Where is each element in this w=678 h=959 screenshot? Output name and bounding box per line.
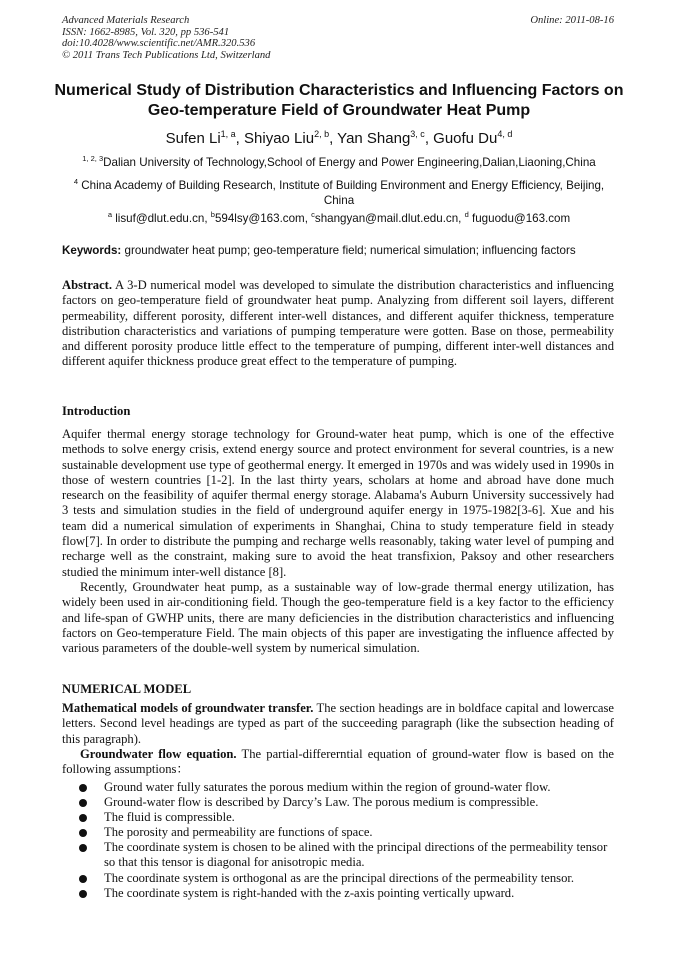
list-item-text: The coordinate system is orthogonal as are the principal directions of the permeability tensor.: [104, 870, 575, 885]
issn-line: ISSN: 1662-8985, Vol. 320, pp 536-541: [62, 26, 230, 38]
email-superscript: b: [210, 210, 215, 219]
paper-title: Numerical Study of Distribution Characteristics and Influencing Factors on Geo-temperature Field of Groundwater Heat Pump: [54, 82, 624, 119]
introduction-paragraph-2: Recently, Groundwater heat pump, as a sustainable way of low-grade thermal energy utilization, has widely been used in air-conditioning field. Though the geo-temperature field is a key factor to the efficiency and life-span of GWHP units, there are many deficiencies in the distribution characteristics and influencing factors on Geo-temperature Field. The main objects of this paper are investigating the influence affected by various parameters of the double-well system by numerical simulation.: [62, 579, 614, 656]
bullet-icon: [79, 829, 87, 837]
list-item-text: Ground-water flow is described by Darcy’s Law. The porous medium is compressible.: [104, 795, 539, 810]
affiliation-1: [40, 152, 638, 170]
email-superscript: a: [107, 210, 112, 219]
list-item: [62, 886, 618, 901]
bullet-icon: [79, 890, 87, 898]
subsection-text: The partial-differerntial equation of ground-water flow is based on the following assumptions：: [62, 746, 614, 777]
list-item-text: Ground water fully saturates the porous medium within the region of ground-water flow.: [104, 780, 551, 794]
email-address[interactable]: 594lsy@163.com,: [214, 211, 312, 225]
list-item-text: The fluid is compressible.: [104, 810, 235, 825]
abstract-text: A 3-D numerical model was developed to simulate the distribution characteristics and influencing factors on geo-temperature field of groundwater heat pump. Analyzing from different soil layers, different permeability, different porosity, different inter-well distances, and different aquifer thickness, temperature distribution characteristics and variations of pumping temperature were gotten. Base on those, permeability and different porosity produce little effect to the temperature of pumping, different inter-well distances and different aquifer thickness produce great effect to the temperature of pumping.: [62, 278, 614, 369]
author-name: Shiyao Liu: [244, 130, 315, 147]
affiliation-text: China Academy of Building Research, Institute of Building Environment and Energy Efficiency, Beijing, China: [81, 178, 605, 207]
numerical-model-body: [62, 701, 614, 777]
keywords-label: Keywords:: [62, 244, 122, 257]
author-superscript: 3, c: [410, 129, 425, 139]
list-item: [62, 840, 618, 870]
bullet-icon: [79, 875, 87, 883]
affiliation-superscript: 1, 2, 3: [82, 154, 104, 163]
keywords: [62, 244, 618, 258]
affiliation-2: [62, 174, 616, 208]
email-superscript: d: [464, 210, 469, 219]
affiliation-text: Dalian University of Technology,School of Energy and Power Engineering,Dalian,Liaoning,China: [103, 155, 596, 169]
author-list: Sufen Li$^{1, a}$, Shiyao Liu$^{2, b}$, Yan Shang$^{3, c}$, Guofu Du$^{4, d}$: [165, 129, 513, 147]
subsection-text: The section headings are in boldface capital and lowercase letters. Second level headings are typed as part of the succeeding paragraph (like the subsection heading of this paragraph).: [62, 701, 615, 746]
author-name: Sufen Li: [165, 130, 221, 147]
bullet-icon: [79, 844, 87, 852]
author-superscript: 4, d: [497, 129, 513, 139]
abstract-label: Abstract.: [62, 278, 113, 292]
bullet-icon: [79, 814, 87, 822]
author-superscript: 2, b: [314, 129, 330, 139]
email-address[interactable]: lisuf@dlut.edu.cn,: [115, 211, 211, 225]
doi-line[interactable]: doi:10.4028/www.scientific.net/AMR.320.536: [62, 38, 256, 50]
keywords-text: groundwater heat pump; geo-temperature field; numerical simulation; influencing factors: [124, 244, 576, 257]
list-item: [62, 780, 618, 795]
numerical-model-heading: NUMERICAL MODEL: [62, 682, 192, 696]
list-item-text: The coordinate system is right-handed with the z-axis pointing vertically upward.: [104, 885, 515, 900]
affiliation-superscript: 4: [73, 177, 79, 186]
email-address[interactable]: shangyan@mail.dlut.edu.cn,: [314, 211, 465, 225]
list-item: [62, 871, 618, 886]
email-list: [40, 208, 638, 226]
list-item-text: The coordinate system is chosen to be alined with the principal directions of the permeability tensor so that this tensor is diagonal for anisotropic media.: [104, 840, 608, 870]
subsection-label: Mathematical models of groundwater transfer.: [62, 701, 314, 715]
author-name: Guofu Du: [433, 130, 498, 147]
online-date: Online: 2011-08-16: [530, 15, 614, 26]
email-address[interactable]: fuguodu@163.com: [472, 211, 571, 225]
list-item: [62, 825, 618, 840]
abstract: [62, 278, 614, 370]
bullet-icon: [79, 799, 87, 807]
list-item-text: The porosity and permeability are functions of space.: [104, 825, 373, 840]
journal-header: [62, 15, 270, 61]
author-superscript: 1, a: [220, 129, 236, 139]
subsection-flow-equation: [62, 747, 614, 778]
copyright-line: © 2011 Trans Tech Publications Ltd, Switzerland: [62, 49, 271, 61]
list-item: [62, 795, 618, 810]
subsection-mathematical-models: [62, 701, 614, 747]
journal-name: Advanced Materials Research: [62, 15, 190, 26]
subsection-label: Groundwater flow equation.: [80, 746, 237, 761]
introduction-paragraph-1: Aquifer thermal energy storage technology for Ground-water heat pump, which is one of the effective methods to solve energy crisis, extend energy source and protect environment for several countries, is a new sustainable development use type of geothermal energy. It emerged in 1970s and was widely used in 1990s in those of western countries [1-2]. In the last thirty years, scholars at home and abroad have done much research on the feasibility of aquifer thermal energy storage. Alabama's Auburn University successively had 3 tests and simulation studies in the field of underground aquifer energy in 1975-1982[3-6]. Xue and his team did a numerical simulation of experiments in Shanghai, China to study temperature field in steady flow[7]. In order to distribute the pumping and recharge wells reasonably, taking water level of pumping and recharge well as the constraint, making sure to avoid the heat transfixion, Paksoy and other researchers studied the minimum inter-well distance [8].: [62, 427, 615, 579]
author-name: Yan Shang: [337, 130, 411, 147]
list-item: [62, 810, 618, 825]
introduction-heading: Introduction: [62, 404, 131, 418]
assumption-list: [62, 780, 618, 901]
introduction-body: [62, 427, 614, 656]
bullet-icon: [79, 784, 87, 792]
email-superscript: c: [311, 210, 315, 219]
